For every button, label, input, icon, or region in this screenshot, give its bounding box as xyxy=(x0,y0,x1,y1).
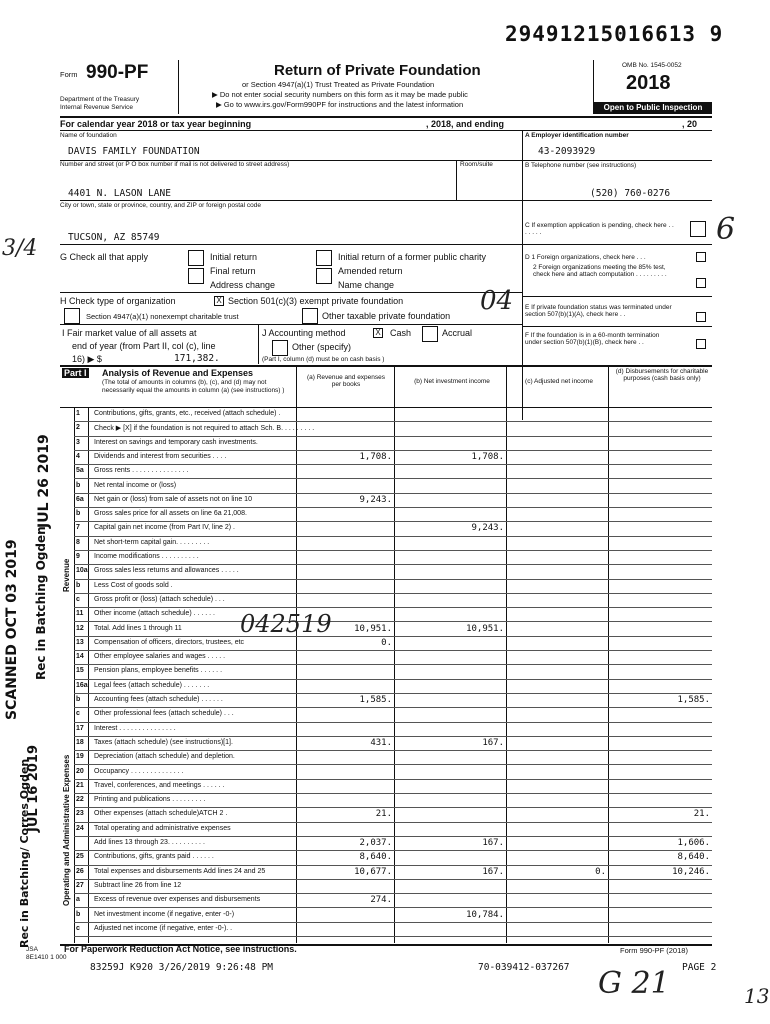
handwritten-initials: G 21 xyxy=(598,966,670,1001)
j-accounting-label: J Accounting method xyxy=(262,328,346,338)
table-row xyxy=(60,908,712,922)
row-label: Gross profit or (loss) (attach schedule) . . . xyxy=(94,595,225,603)
cell-col-a[interactable]: 9,243. xyxy=(359,494,392,505)
table-row xyxy=(60,822,712,836)
cell-col-a[interactable]: 21. xyxy=(375,809,392,820)
row-number: 24 xyxy=(76,824,84,832)
cell-col-a[interactable]: 8,640. xyxy=(359,852,392,863)
row-label: Occupancy . . . . . . . . . . . . . . xyxy=(94,767,184,775)
d1-foreign-checkbox[interactable] xyxy=(696,252,706,262)
ein-label: A Employer identification number xyxy=(525,132,629,139)
part1-tag: Part I xyxy=(64,368,87,378)
ein-value[interactable]: 43-2093929 xyxy=(538,146,596,157)
h-4947-checkbox[interactable] xyxy=(64,308,80,324)
cell-col-a[interactable]: 0. xyxy=(381,637,392,648)
table-row xyxy=(60,679,712,693)
date-stamp-jul16: JUL 16 2019 xyxy=(26,744,41,832)
row-label: Printing and publications . . . . . . . . . xyxy=(94,796,206,804)
row-label: Total expenses and disbursements Add lines 24 and 25 xyxy=(94,867,266,875)
street-address[interactable]: 4401 N. LASON LANE xyxy=(68,188,171,199)
row-number: c xyxy=(76,595,80,603)
row-label: Depreciation (attach schedule) and depletion. xyxy=(94,753,235,761)
table-row xyxy=(60,865,712,879)
f-60month-checkbox[interactable] xyxy=(696,339,706,349)
part1-description: (The total of amounts in columns (b), (c), and (d) may not necessarily equal the amounts in column (a) (see instructions) ) xyxy=(102,379,285,394)
cell-col-b[interactable]: 10,784. xyxy=(466,909,504,920)
row-label: Gross rents . . . . . . . . . . . . . . . xyxy=(94,467,189,475)
paperwork-notice: For Paperwork Reduction Act Notice, see instructions. xyxy=(64,944,297,954)
omb-number: OMB No. 1545-0052 xyxy=(622,62,682,69)
table-row xyxy=(60,922,712,936)
table-row xyxy=(60,593,712,607)
table-row xyxy=(60,407,712,421)
row-label: Capital gain net income (from Part IV, line 2) . xyxy=(94,524,235,532)
row-label: Total operating and administrative expenses xyxy=(94,824,231,832)
table-row xyxy=(60,793,712,807)
table-row xyxy=(60,893,712,907)
row-number: 26 xyxy=(76,867,84,875)
row-label: Subtract line 26 from line 12 xyxy=(94,881,182,889)
cell-col-a[interactable]: 10,677. xyxy=(354,866,392,877)
tax-year: 2018 xyxy=(626,72,671,94)
row-number: 27 xyxy=(76,881,84,889)
row-number: 23 xyxy=(76,810,84,818)
street-label: Number and street (or P O box number if mail is not delivered to street address) xyxy=(60,161,290,168)
part1-title: Analysis of Revenue and Expenses xyxy=(102,368,254,378)
g-final-return-checkbox[interactable] xyxy=(188,268,204,284)
row-label: Income modifications . . . . . . . . . . xyxy=(94,553,199,560)
table-row xyxy=(60,765,712,779)
table-row xyxy=(60,550,712,564)
table-row xyxy=(60,521,712,535)
cell-col-a[interactable]: 1,708. xyxy=(359,451,392,462)
table-row xyxy=(60,450,712,464)
table-row xyxy=(60,564,712,578)
row-number: 15 xyxy=(76,667,84,675)
row-label: Interest . . . . . . . . . . . . . . . xyxy=(94,724,176,732)
col-c-header: (c) Adjusted net income xyxy=(525,378,593,385)
table-row xyxy=(60,507,712,521)
row-number: 13 xyxy=(76,638,84,646)
correspondence-stamp: Rec in Batching/ Corres Ogden xyxy=(18,758,31,948)
cell-col-a[interactable]: 2,037. xyxy=(359,838,392,848)
row-number: 19 xyxy=(76,753,84,761)
j-accrual-checkbox[interactable] xyxy=(422,326,438,342)
department-label: Department of the Treasury xyxy=(60,96,140,103)
table-row xyxy=(60,622,712,636)
j-cash-label: Cash xyxy=(390,328,412,338)
row-label: Check ▶ [X] if the foundation is not required to attach Sch. B. . . . . . . . . xyxy=(94,425,315,433)
and-ending-label: , 2018, and ending xyxy=(426,119,505,129)
table-row xyxy=(60,779,712,793)
row-number: 18 xyxy=(76,738,84,746)
i-fmv-line3: 16) ▶ $ xyxy=(72,354,102,364)
cell-col-a[interactable]: 431. xyxy=(370,737,392,748)
cell-col-d[interactable]: 10,246. xyxy=(672,866,710,877)
row-label: Contributions, gifts, grants, etc., received (attach schedule) . xyxy=(94,410,281,417)
g-initial-former-checkbox[interactable] xyxy=(316,250,332,266)
row-label: Contributions, gifts, grants paid . . . . . . xyxy=(94,853,214,861)
d2-foreign-label: 2 Foreign organizations meeting the 85% test, check here and attach computation . . . . . . . . . xyxy=(533,264,667,278)
row-number: c xyxy=(76,710,80,718)
name-label: Name of foundation xyxy=(60,132,117,139)
e-terminated-checkbox[interactable] xyxy=(696,312,706,322)
row-label: Other employee salaries and wages . . . . . xyxy=(94,653,226,661)
row-label: Taxes (attach schedule) (see instructions)[1]. xyxy=(94,738,233,746)
g-final-return-label: Final return xyxy=(210,266,256,276)
row-number: a xyxy=(76,896,80,904)
e-terminated-label: E If private foundation status was terminated under section 507(b)(1)(A), check here . . xyxy=(525,304,672,318)
handwritten-fraction: 3/4 xyxy=(2,236,38,261)
row-number: 21 xyxy=(76,781,84,789)
table-row xyxy=(60,664,712,678)
row-number: 5a xyxy=(76,467,84,475)
cell-col-d[interactable]: 1,606. xyxy=(677,838,710,848)
preparer-id: 70-039412-037267 xyxy=(478,962,570,973)
g-initial-return-label: Initial return xyxy=(210,252,258,262)
table-row xyxy=(60,636,712,650)
city-label: City or town, state or province, country, and ZIP or foreign postal code xyxy=(60,202,261,209)
scanned-stamp: SCANNED OCT 03 2019 xyxy=(4,539,20,720)
table-row xyxy=(60,807,712,821)
row-label: Other professional fees (attach schedule) . . . xyxy=(94,710,234,718)
row-label: Other income (attach schedule) . . . . . . xyxy=(94,610,215,618)
h-501c3-label: Section 501(c)(3) exempt private foundation xyxy=(228,296,404,306)
table-row xyxy=(60,850,712,864)
table-row xyxy=(60,436,712,450)
table-row xyxy=(60,607,712,621)
i-fmv-line2: end of year (from Part II, col (c), line xyxy=(72,341,216,351)
row-number: c xyxy=(76,924,80,932)
row-label: Gross sales less returns and allowances . . . . . xyxy=(94,567,239,575)
h-type-label: H Check type of organization xyxy=(60,296,176,306)
row-label: Accounting fees (attach schedule) . . . . . . xyxy=(94,696,223,703)
batch-timestamp: 83259J K920 3/26/2019 9:26:48 PM xyxy=(90,962,274,973)
row-label: Other expenses (attach schedule)ATCH 2 . xyxy=(94,810,228,818)
row-number: 20 xyxy=(76,767,84,775)
expenses-side-label: Operating and Administrative Expenses xyxy=(62,754,71,906)
row-number: b xyxy=(76,696,81,703)
table-row xyxy=(60,879,712,893)
g-name-change-label: Name change xyxy=(338,280,395,290)
table-row xyxy=(60,536,712,550)
i-fmv-value[interactable]: 171,382. xyxy=(174,353,220,364)
row-label: Net investment income (if negative, enter -0-) xyxy=(94,910,235,918)
row-number: 17 xyxy=(76,724,84,732)
jsa-code: 8E1410 1 000 xyxy=(26,954,67,961)
row-label: Pension plans, employee benefits . . . . . . xyxy=(94,667,223,675)
table-row xyxy=(60,736,712,750)
table-row xyxy=(60,650,712,664)
table-row xyxy=(60,722,712,736)
room-suite-label: Room/suite xyxy=(460,161,493,168)
phone-value[interactable]: (520) 760-0276 xyxy=(590,188,671,199)
h-other-taxable-checkbox[interactable] xyxy=(302,308,318,324)
cell-col-c[interactable]: 0. xyxy=(595,866,606,877)
cell-col-a[interactable]: 10,951. xyxy=(354,623,392,634)
cell-col-b[interactable]: 167. xyxy=(482,737,504,748)
row-label: Net gain or (loss) from sale of assets not on line 10 xyxy=(94,495,252,503)
year-tail: , 20 xyxy=(682,119,698,129)
phone-label: B Telephone number (see instructions) xyxy=(525,162,637,169)
row-label: Interest on savings and temporary cash investments. xyxy=(94,438,258,446)
page-number: PAGE 2 xyxy=(682,962,717,973)
handwritten-code: 04 xyxy=(480,286,514,316)
row-number: b xyxy=(76,581,81,589)
cell-col-b[interactable]: 1,708. xyxy=(471,451,504,462)
form-title: Return of Private Foundation xyxy=(274,62,481,79)
g-initial-return-checkbox[interactable] xyxy=(188,250,204,266)
handwritten-six: 6 xyxy=(716,212,736,247)
table-row xyxy=(60,836,712,850)
table-row xyxy=(60,479,712,493)
table-row xyxy=(60,493,712,507)
col-b-header: (b) Net investment income xyxy=(414,378,490,385)
j-other-label: Other (specify) xyxy=(292,342,352,352)
col-a-header: (a) Revenue and expenses per books xyxy=(306,374,386,388)
row-label: Total. Add lines 1 through 11 xyxy=(94,624,182,632)
document-locator-number: 29491215016613 9 xyxy=(505,22,724,46)
cell-col-a[interactable]: 274. xyxy=(370,895,392,906)
row-label: Compensation of officers, directors, trustees, etc xyxy=(94,638,245,646)
table-row xyxy=(60,579,712,593)
h-4947-label: Section 4947(a)(1) nonexempt charitable trust xyxy=(86,312,239,321)
irs-link-instruction: ▶ Go to www.irs.gov/Form990PF for instructions and the latest information xyxy=(216,100,464,109)
row-label: Gross sales price for all assets on line 6a 21,008. xyxy=(94,510,247,518)
row-label: Excess of revenue over expenses and disbursements xyxy=(94,896,261,904)
row-number: 16a xyxy=(76,681,88,689)
form-990pf-page xyxy=(60,56,712,954)
cell-col-a[interactable]: 1,585. xyxy=(359,695,392,705)
row-label: Legal fees (attach schedule) . . . . . . . xyxy=(94,681,210,689)
city-state-zip[interactable]: TUCSON, AZ 85749 xyxy=(68,232,160,243)
calendar-year-line: For calendar year 2018 or tax year beginning xyxy=(60,119,252,129)
d2-foreign-checkbox[interactable] xyxy=(696,278,706,288)
table-row xyxy=(60,464,712,478)
form-prefix: Form xyxy=(60,70,78,79)
open-to-public-banner: Open to Public Inspection xyxy=(594,102,712,114)
irs-label: Internal Revenue Service xyxy=(60,104,133,111)
cell-col-d[interactable]: 8,640. xyxy=(677,852,710,863)
form-reference: Form 990-PF (2018) xyxy=(620,946,688,955)
row-label: Dividends and interest from securities . . . . xyxy=(94,452,227,460)
foundation-name[interactable]: DAVIS FAMILY FOUNDATION xyxy=(68,146,200,157)
cell-col-d[interactable]: 21. xyxy=(693,809,710,820)
row-number: 14 xyxy=(76,653,84,661)
table-row xyxy=(60,693,712,707)
row-number: 25 xyxy=(76,853,84,861)
ssn-warning: ▶ Do not enter social security numbers on this form as it may be made public xyxy=(212,90,468,99)
cell-col-b[interactable]: 9,243. xyxy=(471,523,504,534)
i-fmv-line1: I Fair market value of all assets at xyxy=(62,328,197,338)
row-number: 7 xyxy=(76,524,80,532)
row-label: Net rental income or (loss) xyxy=(94,481,177,489)
j-accrual-label: Accrual xyxy=(442,328,473,338)
handwritten-corner-number: 13 xyxy=(744,984,770,1008)
form-subtitle: or Section 4947(a)(1) Trust Treated as Private Foundation xyxy=(242,80,435,89)
d1-foreign-label: D 1 Foreign organizations, check here . . . xyxy=(525,254,646,261)
f-60month-label: F If the foundation is in a 60-month termination under section 507(b)(1)(B), check here . . xyxy=(525,332,660,346)
h-other-taxable-label: Other taxable private foundation xyxy=(322,311,451,321)
row-number: 9 xyxy=(76,553,80,560)
row-label: Add lines 13 through 23. . . . . . . . . . xyxy=(94,839,205,846)
j-cash-basis-note: (Part I, column (d) must be on cash basis ) xyxy=(262,356,385,363)
received-batching-stamp: Rec in Batching Ogden xyxy=(34,526,48,680)
row-number: 11 xyxy=(76,610,84,618)
row-number: 4 xyxy=(76,452,80,460)
row-number: 22 xyxy=(76,796,84,804)
h-501c3-checkbox[interactable]: X xyxy=(214,296,224,306)
g-address-change-label: Address change xyxy=(210,280,276,290)
cell-col-b[interactable]: 167. xyxy=(482,866,504,877)
row-number: b xyxy=(76,910,81,918)
row-label: Adjusted net income (if negative, enter -0-). . xyxy=(94,924,233,932)
g-amended-checkbox[interactable] xyxy=(316,268,332,284)
row-number: b xyxy=(76,510,81,518)
row-label: Net short-term capital gain. . . . . . . . . xyxy=(94,538,210,546)
g-initial-former-label: Initial return of a former public charity xyxy=(338,252,487,262)
row-number: 2 xyxy=(76,424,80,432)
row-number: 12 xyxy=(76,624,84,632)
table-row xyxy=(60,750,712,764)
row-number: 3 xyxy=(76,438,80,446)
date-stamp-jul26: JUL 26 2019 xyxy=(36,434,52,528)
c-exemption-checkbox[interactable] xyxy=(690,221,706,237)
j-cash-checkbox[interactable]: X xyxy=(373,328,383,338)
c-exemption-label: C If exemption application is pending, check here . . . . . . . xyxy=(525,222,674,236)
cell-col-b[interactable]: 167. xyxy=(482,838,504,848)
revenue-side-label: Revenue xyxy=(62,558,71,592)
g-amended-label: Amended return xyxy=(338,266,403,276)
form-number: 990-PF xyxy=(86,62,149,83)
g-check-label: G Check all that apply xyxy=(60,252,149,262)
cell-col-d[interactable]: 1,585. xyxy=(677,695,710,705)
handwritten-date: 042519 xyxy=(240,610,332,638)
row-number: 10a xyxy=(76,567,88,575)
col-d-header: (d) Disbursements for charitable purposes (cash basis only) xyxy=(615,368,709,382)
row-number: 6a xyxy=(76,495,84,503)
row-number: b xyxy=(76,481,81,489)
cell-col-b[interactable]: 10,951. xyxy=(466,623,504,634)
row-label: Travel, conferences, and meetings . . . . . . xyxy=(94,781,225,789)
row-label: Less Cost of goods sold . xyxy=(94,581,173,589)
jsa-label: JSA xyxy=(26,946,38,953)
row-number: 1 xyxy=(76,410,80,417)
table-row xyxy=(60,421,712,435)
row-number: 8 xyxy=(76,538,80,546)
j-other-checkbox[interactable] xyxy=(272,340,288,356)
table-row xyxy=(60,707,712,721)
